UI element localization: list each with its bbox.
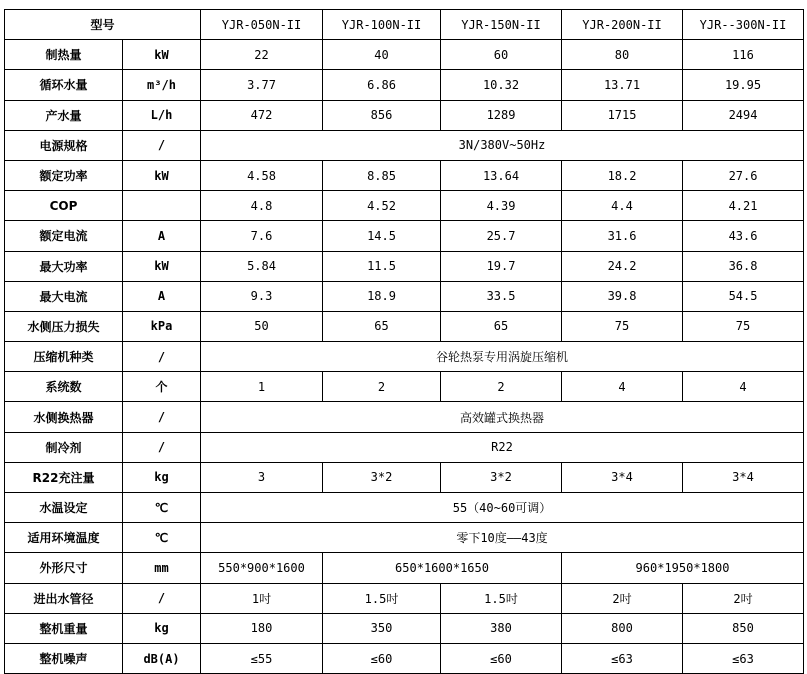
row-dimension-value: 550*900*1600	[201, 553, 323, 583]
row-label: 产水量	[5, 100, 123, 130]
row-value: 22	[201, 40, 323, 70]
row-label: 额定功率	[5, 160, 123, 190]
row-value: ≤63	[562, 643, 683, 673]
spec-row	[5, 70, 804, 100]
spec-row	[5, 462, 804, 492]
spec-row	[5, 493, 804, 523]
row-dimension-value: 960*1950*1800	[562, 553, 804, 583]
row-value: 350	[323, 613, 441, 643]
row-value: 8.85	[323, 160, 441, 190]
row-label: 最大电流	[5, 281, 123, 311]
row-unit: /	[123, 583, 201, 613]
header-row	[5, 10, 804, 40]
row-value: 3*4	[683, 462, 804, 492]
row-unit: m³/h	[123, 70, 201, 100]
row-value: 36.8	[683, 251, 804, 281]
row-value: 1	[201, 372, 323, 402]
row-label: 压缩机种类	[5, 342, 123, 372]
row-unit: ℃	[123, 493, 201, 523]
row-merged-value: 3N/380V~50Hz	[201, 130, 804, 160]
row-value: 800	[562, 613, 683, 643]
spec-row	[5, 372, 804, 402]
row-unit: kW	[123, 251, 201, 281]
spec-row	[5, 553, 804, 583]
row-value: 2吋	[562, 583, 683, 613]
row-value: 25.7	[441, 221, 562, 251]
row-value: 3*4	[562, 462, 683, 492]
spec-row	[5, 100, 804, 130]
row-value: 3	[201, 462, 323, 492]
row-value: 3.77	[201, 70, 323, 100]
spec-row	[5, 523, 804, 553]
row-value: 18.2	[562, 160, 683, 190]
row-unit: kg	[123, 462, 201, 492]
row-value: 50	[201, 311, 323, 341]
row-label: R22充注量	[5, 462, 123, 492]
row-label: 制冷剂	[5, 432, 123, 462]
row-unit: 个	[123, 372, 201, 402]
row-value: ≤60	[323, 643, 441, 673]
spec-row	[5, 40, 804, 70]
model-name: YJR--300N-II	[683, 10, 804, 40]
row-label: 额定电流	[5, 221, 123, 251]
row-merged-value: 谷轮热泵专用涡旋压缩机	[201, 342, 804, 372]
spec-row	[5, 432, 804, 462]
row-value: 856	[323, 100, 441, 130]
model-name: YJR-150N-II	[441, 10, 562, 40]
row-value: 31.6	[562, 221, 683, 251]
row-value: 19.95	[683, 70, 804, 100]
row-label: COP	[5, 191, 123, 221]
model-name: YJR-050N-II	[201, 10, 323, 40]
spec-table	[4, 9, 804, 674]
row-unit: ℃	[123, 523, 201, 553]
row-dimension-value: 650*1600*1650	[323, 553, 562, 583]
row-value: 27.6	[683, 160, 804, 190]
row-value: 13.71	[562, 70, 683, 100]
row-value: 18.9	[323, 281, 441, 311]
row-value: 13.64	[441, 160, 562, 190]
row-label: 最大功率	[5, 251, 123, 281]
row-unit: /	[123, 130, 201, 160]
row-value: ≤55	[201, 643, 323, 673]
row-merged-value: 55（40~60可调）	[201, 493, 804, 523]
row-value: 24.2	[562, 251, 683, 281]
spec-row	[5, 191, 804, 221]
row-value: 11.5	[323, 251, 441, 281]
row-value: 40	[323, 40, 441, 70]
row-value: 380	[441, 613, 562, 643]
row-value: 4.39	[441, 191, 562, 221]
row-unit	[123, 191, 201, 221]
row-unit: A	[123, 221, 201, 251]
row-value: 10.32	[441, 70, 562, 100]
row-value: 5.84	[201, 251, 323, 281]
spec-row	[5, 221, 804, 251]
row-value: 1289	[441, 100, 562, 130]
row-value: 4.52	[323, 191, 441, 221]
row-value: 2	[323, 372, 441, 402]
header-label: 型号	[5, 10, 201, 40]
row-unit: L/h	[123, 100, 201, 130]
row-value: 19.7	[441, 251, 562, 281]
row-label: 电源规格	[5, 130, 123, 160]
row-label: 水侧压力损失	[5, 311, 123, 341]
row-value: 472	[201, 100, 323, 130]
spec-row	[5, 583, 804, 613]
row-value: 1.5吋	[323, 583, 441, 613]
row-label: 制热量	[5, 40, 123, 70]
spec-row	[5, 281, 804, 311]
model-name: YJR-100N-II	[323, 10, 441, 40]
row-value: 4	[562, 372, 683, 402]
row-merged-value: 零下10度——43度	[201, 523, 804, 553]
spec-row	[5, 251, 804, 281]
row-value: 850	[683, 613, 804, 643]
row-label: 循环水量	[5, 70, 123, 100]
spec-row	[5, 311, 804, 341]
row-label: 水侧换热器	[5, 402, 123, 432]
row-value: 9.3	[201, 281, 323, 311]
row-value: 60	[441, 40, 562, 70]
row-unit: dB(A)	[123, 643, 201, 673]
row-value: 4	[683, 372, 804, 402]
spec-row	[5, 643, 804, 673]
row-label: 外形尺寸	[5, 553, 123, 583]
row-value: 1.5吋	[441, 583, 562, 613]
row-unit: mm	[123, 553, 201, 583]
row-value: 1吋	[201, 583, 323, 613]
row-value: 116	[683, 40, 804, 70]
row-value: 3*2	[323, 462, 441, 492]
spec-row	[5, 160, 804, 190]
row-value: ≤60	[441, 643, 562, 673]
row-unit: A	[123, 281, 201, 311]
row-label: 进出水管径	[5, 583, 123, 613]
row-merged-value: 高效罐式换热器	[201, 402, 804, 432]
row-value: 4.21	[683, 191, 804, 221]
row-label: 整机重量	[5, 613, 123, 643]
row-value: ≤63	[683, 643, 804, 673]
row-label: 水温设定	[5, 493, 123, 523]
row-value: 3*2	[441, 462, 562, 492]
row-unit: kW	[123, 160, 201, 190]
spec-row	[5, 342, 804, 372]
row-value: 4.8	[201, 191, 323, 221]
row-value: 2吋	[683, 583, 804, 613]
row-label: 整机噪声	[5, 643, 123, 673]
model-name: YJR-200N-II	[562, 10, 683, 40]
row-value: 180	[201, 613, 323, 643]
row-value: 7.6	[201, 221, 323, 251]
row-merged-value: R22	[201, 432, 804, 462]
row-value: 65	[441, 311, 562, 341]
spec-row	[5, 402, 804, 432]
row-unit: /	[123, 402, 201, 432]
row-label: 系统数	[5, 372, 123, 402]
row-unit: kg	[123, 613, 201, 643]
row-value: 54.5	[683, 281, 804, 311]
row-unit: kPa	[123, 311, 201, 341]
row-unit: kW	[123, 40, 201, 70]
spec-row	[5, 130, 804, 160]
row-value: 39.8	[562, 281, 683, 311]
row-value: 75	[562, 311, 683, 341]
row-unit: /	[123, 342, 201, 372]
row-value: 75	[683, 311, 804, 341]
row-value: 43.6	[683, 221, 804, 251]
row-label: 适用环境温度	[5, 523, 123, 553]
row-value: 14.5	[323, 221, 441, 251]
row-value: 80	[562, 40, 683, 70]
row-value: 4.4	[562, 191, 683, 221]
row-value: 2494	[683, 100, 804, 130]
row-unit: /	[123, 432, 201, 462]
row-value: 2	[441, 372, 562, 402]
spec-table-body	[5, 10, 804, 674]
row-value: 1715	[562, 100, 683, 130]
row-value: 4.58	[201, 160, 323, 190]
spec-row	[5, 613, 804, 643]
row-value: 6.86	[323, 70, 441, 100]
row-value: 65	[323, 311, 441, 341]
row-value: 33.5	[441, 281, 562, 311]
